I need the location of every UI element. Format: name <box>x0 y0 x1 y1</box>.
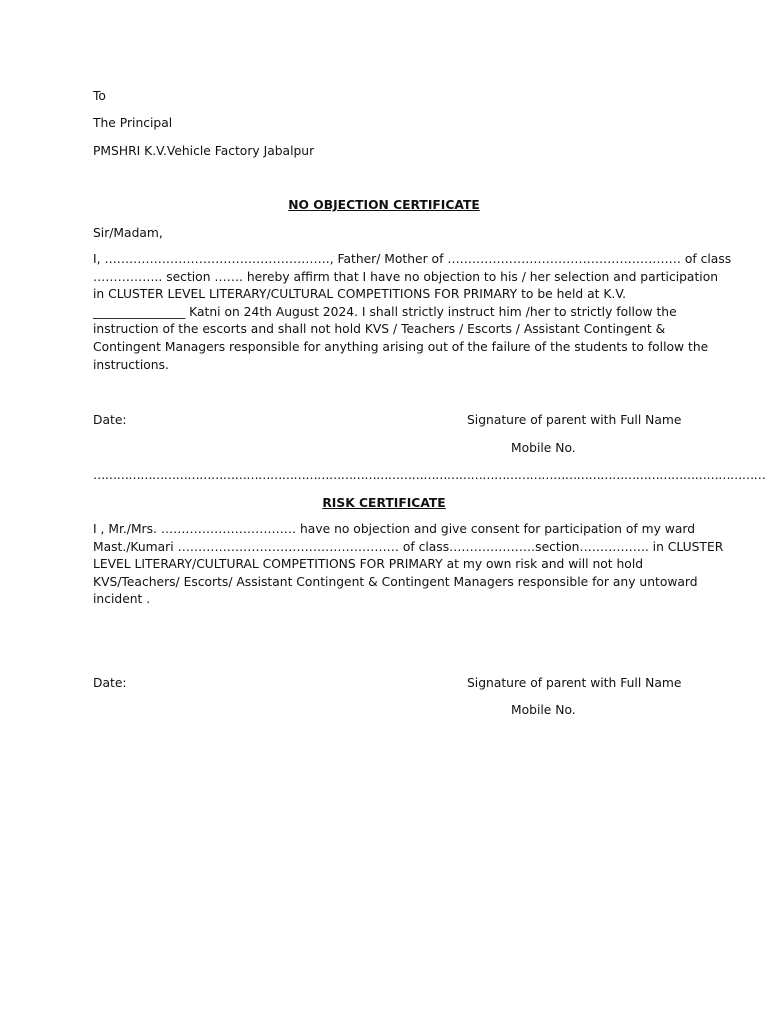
risk-body <box>93 521 724 609</box>
address-school: PMSHRI K.V.Vehicle Factory Jabalpur <box>93 144 315 158</box>
risk-line: LEVEL LITERARY/CULTURAL COMPETITIONS FOR PRIMARY at my own risk and will not hold <box>93 557 644 572</box>
noc-line: I, ………………………………………………., Father/ Mother of ………………………………………………… of class <box>93 252 732 266</box>
risk-line: I , Mr./Mrs. …………………………… have no objection and give consent for participation of my ward <box>93 522 696 536</box>
noc-line: in CLUSTER LEVEL LITERARY/CULTURAL COMPETITIONS FOR PRIMARY to be held at K.V. <box>93 287 627 302</box>
risk-mobile-label: Mobile No. <box>511 703 576 717</box>
risk-line: incident . <box>93 592 151 607</box>
noc-line: _______________ Katni on 24th August 2024. I shall strictly instruct him /her to strictly follow the <box>93 304 677 319</box>
noc-line: instructions. <box>93 357 169 372</box>
noc-signature-label: Signature of parent with Full Name <box>467 413 682 427</box>
noc-line: instruction of the escorts and shall not hold KVS / Teachers / Escorts / Assistant Contingent & <box>93 322 666 337</box>
noc-body <box>93 251 732 374</box>
noc-line: …………….. section ……. hereby affirm that I have no objection to his / her selection and participation <box>93 269 719 284</box>
section-separator: ……………………………………………………………………………………………………………………………………………………… <box>93 468 766 482</box>
risk-line: KVS/Teachers/ Escorts/ Assistant Contingent & Contingent Managers responsible for any untoward <box>93 574 698 589</box>
risk-title: RISK CERTIFICATE <box>322 496 446 510</box>
risk-line: Mast./Kumari ……………………………………………… of class…………………section…………….. in CLUSTER <box>93 539 724 554</box>
risk-date-label: Date: <box>93 676 127 690</box>
noc-mobile-label: Mobile No. <box>511 441 576 455</box>
noc-line: Contingent Managers responsible for anything arising out of the failure of the students to follow the <box>93 339 709 354</box>
address-recipient: The Principal <box>93 116 173 130</box>
noc-title: NO OBJECTION CERTIFICATE <box>288 198 480 212</box>
risk-signature-label: Signature of parent with Full Name <box>467 676 682 690</box>
address-to: To <box>93 89 106 103</box>
noc-salutation: Sir/Madam, <box>93 226 163 240</box>
noc-date-label: Date: <box>93 413 127 427</box>
